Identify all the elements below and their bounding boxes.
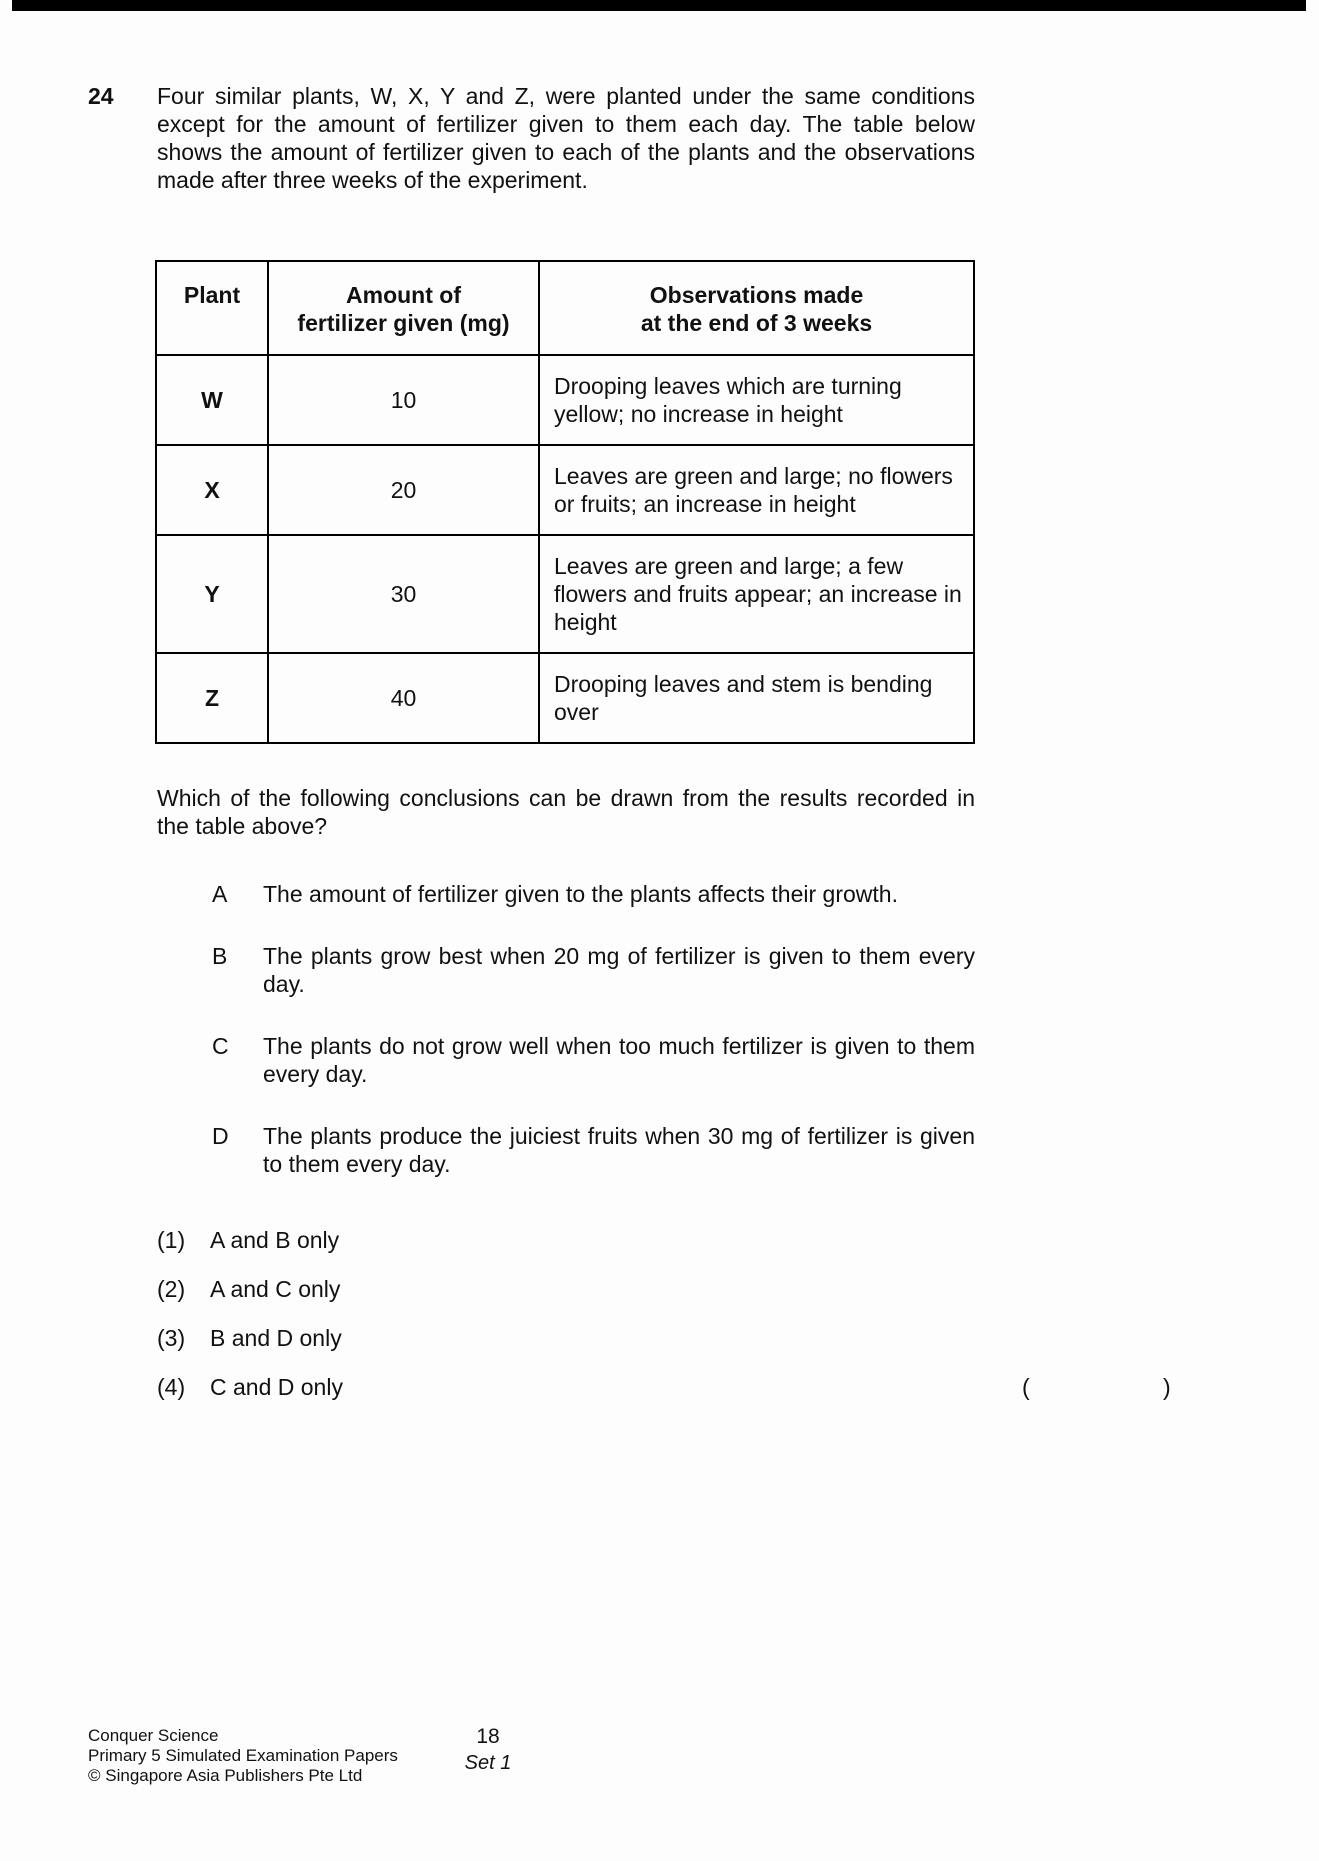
observation-cell: Leaves are green and large; no flowers or fruits; an increase in height: [539, 445, 974, 535]
choice-4-number: (4): [157, 1374, 186, 1400]
table-header-amount-line2: fertilizer given (mg): [297, 310, 510, 336]
footer-publisher: [88, 1726, 398, 1786]
statement-a-text: The amount of fertilizer given to the plants affects their growth.: [263, 881, 898, 907]
answer-bracket-open: (: [1022, 1374, 1030, 1400]
statement-d-text: The plants produce the juiciest fruits when 30 mg of fertilizer is given to them every day.: [263, 1123, 975, 1177]
choice-3-text: B and D only: [210, 1325, 342, 1351]
choice-2-text: A and C only: [210, 1276, 341, 1302]
plant-cell: Z: [156, 653, 268, 743]
choice-4-text: C and D only: [210, 1374, 343, 1400]
set-label: Set 1: [464, 1752, 512, 1774]
top-scan-bar: [12, 0, 1306, 11]
footer-line-1: Conquer Science: [88, 1726, 219, 1745]
statement-d: [212, 1122, 975, 1178]
choice-4: [157, 1373, 1207, 1401]
amount-cell: 30: [268, 535, 539, 653]
choice-2: [157, 1275, 1207, 1303]
table-row-z: [156, 653, 974, 743]
footer-line-3: © Singapore Asia Publishers Pte Ltd: [88, 1766, 363, 1785]
table-header-observations-line2: at the end of 3 weeks: [640, 310, 873, 336]
table-row-x: [156, 445, 974, 535]
plant-cell: Y: [156, 535, 268, 653]
table-header-plant: Plant: [156, 261, 268, 355]
table-header-observations-line1: Observations made: [649, 282, 864, 308]
choice-1: [157, 1226, 1207, 1254]
choice-1-text: A and B only: [210, 1227, 340, 1253]
table-row-w: [156, 355, 974, 445]
table-row-y: [156, 535, 974, 653]
table-header-amount: [268, 261, 539, 355]
statement-c-text: The plants do not grow well when too much fertilizer is given to them every day.: [263, 1033, 975, 1087]
fertilizer-table: [155, 260, 975, 744]
question-intro: Four similar plants, W, X, Y and Z, were planted under the same conditions except for the amount of fertilizer given to them each day. The table below shows the amount of fertilizer given to each of the plants and the observations made after three weeks of the experiment.: [157, 83, 975, 193]
amount-cell: 20: [268, 445, 539, 535]
observation-cell: Leaves are green and large; a few flowers and fruits appear; an increase in height: [539, 535, 974, 653]
amount-cell: 40: [268, 653, 539, 743]
question-block: [88, 0, 975, 194]
amount-cell: 10: [268, 355, 539, 445]
observation-cell: Drooping leaves and stem is bending over: [539, 653, 974, 743]
question-number: 24: [88, 83, 114, 109]
question-text: Which of the following conclusions can be drawn from the results recorded in the table above?: [157, 785, 975, 839]
plant-cell: W: [156, 355, 268, 445]
statement-b-label: B: [212, 943, 228, 969]
table-header-amount-line1: Amount of: [346, 282, 461, 308]
statement-c: [212, 1032, 975, 1088]
statement-d-label: D: [212, 1123, 229, 1149]
footer-page-block: [408, 1724, 568, 1776]
table-header-observations: [539, 261, 974, 355]
plant-cell: X: [156, 445, 268, 535]
statement-b-text: The plants grow best when 20 mg of fertilizer is given to them every day.: [263, 943, 975, 997]
choice-1-number: (1): [157, 1227, 186, 1253]
statement-c-label: C: [212, 1033, 229, 1059]
statement-a-label: A: [212, 881, 228, 907]
footer-line-2: Primary 5 Simulated Examination Papers: [88, 1746, 398, 1765]
choice-2-number: (2): [157, 1276, 186, 1302]
statement-b: [212, 942, 975, 998]
choice-3-number: (3): [157, 1325, 186, 1351]
observation-cell: Drooping leaves which are turning yellow; no increase in height: [539, 355, 974, 445]
choice-3: [157, 1324, 1207, 1352]
page-number: 18: [476, 1725, 500, 1748]
table-header-row: [156, 261, 974, 355]
answer-bracket-close: ): [1163, 1374, 1171, 1400]
statement-a: [212, 880, 975, 908]
